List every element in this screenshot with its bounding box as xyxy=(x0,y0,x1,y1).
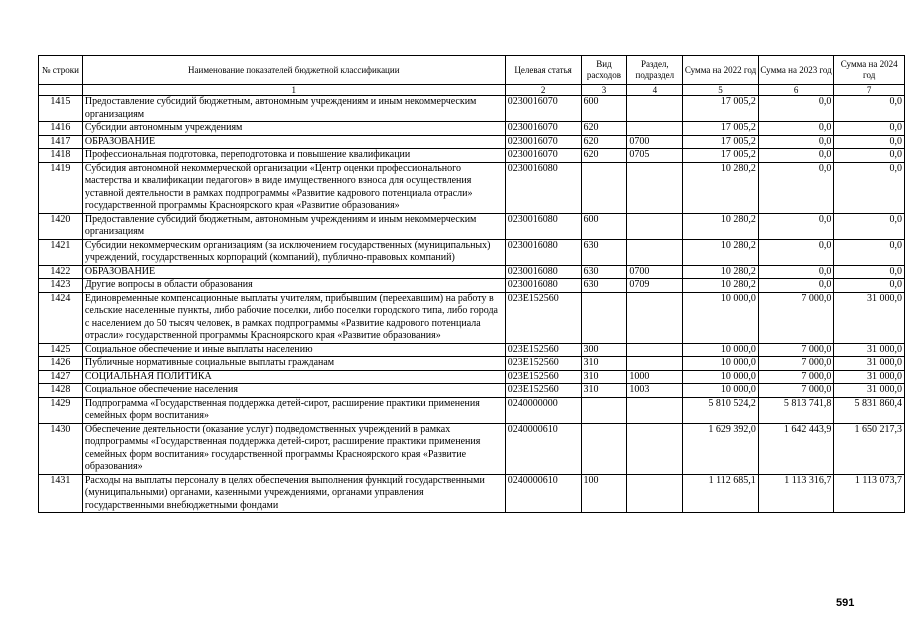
cell-sum-2024: 31 000,0 xyxy=(834,292,905,343)
cell-sum-2024: 0,0 xyxy=(834,265,905,279)
cell-kind: 100 xyxy=(581,474,627,513)
cell-name: Единовременные компенсационные выплаты учителям, прибывшим (переехавшим) на работу в сельские населенные пункты, либо рабочие поселки, либо поселки городского типа, либо города с населением до 50 тысяч человек, в рамках подпрограммы «Развитие кадрового потенциала отрасли» государственной программы Красноярского края «Развитие образования» xyxy=(82,292,505,343)
cell-target: 0230016070 xyxy=(505,149,581,163)
header-target: Целевая статья xyxy=(505,56,581,85)
header-sum-2024: Сумма на 2024 год xyxy=(834,56,905,85)
cell-name: Субсидии автономным учреждениям xyxy=(82,122,505,136)
table-header-row xyxy=(39,56,905,85)
cell-name: ОБРАЗОВАНИЕ xyxy=(82,265,505,279)
cell-row-number: 1418 xyxy=(39,149,83,163)
cell-section xyxy=(627,162,683,213)
cell-sum-2023: 0,0 xyxy=(758,265,834,279)
cell-sum-2022: 17 005,2 xyxy=(683,135,759,149)
cell-sum-2022: 1 629 392,0 xyxy=(683,423,759,474)
table-row xyxy=(39,370,905,384)
cell-target: 0230016070 xyxy=(505,96,581,122)
cell-name: Публичные нормативные социальные выплаты гражданам xyxy=(82,357,505,371)
cell-row-number: 1417 xyxy=(39,135,83,149)
cell-sum-2023: 0,0 xyxy=(758,239,834,265)
cell-kind: 620 xyxy=(581,122,627,136)
cell-sum-2022: 10 280,2 xyxy=(683,265,759,279)
cell-sum-2022: 5 810 524,2 xyxy=(683,397,759,423)
cell-kind: 310 xyxy=(581,384,627,398)
cell-section xyxy=(627,239,683,265)
cell-row-number: 1425 xyxy=(39,343,83,357)
cell-section xyxy=(627,357,683,371)
cell-section xyxy=(627,96,683,122)
cell-name: Субсидия автономной некоммерческой организации «Центр оценки профессионального мастерства и квалификации педагогов» в виде имущественного взноса для осуществления уставной деятельности в рамках подпрограммы «Развитие кадрового потенциала отрасли» государственной программы Красноярского края «Развитие образования» xyxy=(82,162,505,213)
cell-sum-2023: 7 000,0 xyxy=(758,370,834,384)
cell-kind xyxy=(581,423,627,474)
column-number xyxy=(39,85,83,96)
cell-name: Профессиональная подготовка, переподготовка и повышение квалификации xyxy=(82,149,505,163)
cell-section: 0700 xyxy=(627,265,683,279)
cell-name: ОБРАЗОВАНИЕ xyxy=(82,135,505,149)
table-row xyxy=(39,279,905,293)
cell-kind: 600 xyxy=(581,213,627,239)
column-number: 2 xyxy=(505,85,581,96)
cell-name: Предоставление субсидий бюджетным, автономным учреждениям и иным некоммерческим организациям xyxy=(82,96,505,122)
cell-section xyxy=(627,474,683,513)
cell-section: 0709 xyxy=(627,279,683,293)
cell-target: 0230016080 xyxy=(505,162,581,213)
cell-row-number: 1426 xyxy=(39,357,83,371)
cell-target: 0240000610 xyxy=(505,423,581,474)
cell-sum-2023: 0,0 xyxy=(758,135,834,149)
cell-sum-2024: 0,0 xyxy=(834,239,905,265)
cell-row-number: 1428 xyxy=(39,384,83,398)
cell-section: 1003 xyxy=(627,384,683,398)
cell-kind: 630 xyxy=(581,265,627,279)
cell-sum-2024: 1 650 217,3 xyxy=(834,423,905,474)
cell-sum-2023: 0,0 xyxy=(758,279,834,293)
cell-section xyxy=(627,213,683,239)
table-row xyxy=(39,96,905,122)
cell-row-number: 1422 xyxy=(39,265,83,279)
cell-row-number: 1421 xyxy=(39,239,83,265)
header-section: Раздел, подраздел xyxy=(627,56,683,85)
cell-row-number: 1416 xyxy=(39,122,83,136)
cell-sum-2022: 10 000,0 xyxy=(683,370,759,384)
cell-row-number: 1415 xyxy=(39,96,83,122)
cell-name: Другие вопросы в области образования xyxy=(82,279,505,293)
cell-sum-2023: 5 813 741,8 xyxy=(758,397,834,423)
cell-sum-2022: 10 000,0 xyxy=(683,343,759,357)
cell-name: Социальное обеспечение и иные выплаты населению xyxy=(82,343,505,357)
column-numbers-row xyxy=(39,85,905,96)
cell-kind: 300 xyxy=(581,343,627,357)
cell-target: 023E152560 xyxy=(505,357,581,371)
table-body xyxy=(39,96,905,513)
cell-target: 0230016080 xyxy=(505,239,581,265)
cell-target: 023E152560 xyxy=(505,370,581,384)
cell-sum-2023: 0,0 xyxy=(758,162,834,213)
table-row xyxy=(39,213,905,239)
cell-sum-2023: 0,0 xyxy=(758,122,834,136)
budget-table xyxy=(38,55,905,513)
cell-kind xyxy=(581,397,627,423)
cell-name: СОЦИАЛЬНАЯ ПОЛИТИКА xyxy=(82,370,505,384)
cell-sum-2023: 7 000,0 xyxy=(758,343,834,357)
column-number: 3 xyxy=(581,85,627,96)
cell-sum-2024: 31 000,0 xyxy=(834,343,905,357)
column-number: 5 xyxy=(683,85,759,96)
cell-sum-2024: 1 113 073,7 xyxy=(834,474,905,513)
cell-row-number: 1423 xyxy=(39,279,83,293)
cell-sum-2023: 7 000,0 xyxy=(758,384,834,398)
cell-sum-2022: 10 000,0 xyxy=(683,292,759,343)
cell-kind: 630 xyxy=(581,239,627,265)
cell-sum-2024: 0,0 xyxy=(834,122,905,136)
cell-name: Расходы на выплаты персоналу в целях обеспечения выполнения функций государственными (муниципальными) органами, казенными учреждениями, органами управления государственными внебюджетными фондами xyxy=(82,474,505,513)
column-number: 4 xyxy=(627,85,683,96)
table-row xyxy=(39,239,905,265)
table-row xyxy=(39,423,905,474)
cell-sum-2022: 10 280,2 xyxy=(683,213,759,239)
cell-target: 0230016070 xyxy=(505,122,581,136)
cell-kind xyxy=(581,162,627,213)
cell-sum-2024: 31 000,0 xyxy=(834,357,905,371)
cell-row-number: 1424 xyxy=(39,292,83,343)
cell-sum-2024: 31 000,0 xyxy=(834,384,905,398)
cell-sum-2024: 0,0 xyxy=(834,162,905,213)
cell-kind: 620 xyxy=(581,149,627,163)
table-row xyxy=(39,162,905,213)
cell-sum-2024: 0,0 xyxy=(834,279,905,293)
cell-sum-2023: 7 000,0 xyxy=(758,357,834,371)
table-row xyxy=(39,397,905,423)
cell-target: 023E152560 xyxy=(505,292,581,343)
cell-target: 0240000610 xyxy=(505,474,581,513)
cell-name: Подпрограмма «Государственная поддержка детей-сирот, расширение практики применения семейных форм воспитания» xyxy=(82,397,505,423)
cell-section: 1000 xyxy=(627,370,683,384)
table-row xyxy=(39,474,905,513)
cell-kind: 310 xyxy=(581,370,627,384)
cell-target: 0230016070 xyxy=(505,135,581,149)
cell-sum-2024: 31 000,0 xyxy=(834,370,905,384)
cell-section: 0705 xyxy=(627,149,683,163)
cell-sum-2022: 10 280,2 xyxy=(683,279,759,293)
cell-section: 0700 xyxy=(627,135,683,149)
cell-sum-2024: 0,0 xyxy=(834,135,905,149)
cell-target: 0230016080 xyxy=(505,213,581,239)
cell-kind: 600 xyxy=(581,96,627,122)
cell-sum-2023: 1 642 443,9 xyxy=(758,423,834,474)
cell-section xyxy=(627,122,683,136)
column-number: 6 xyxy=(758,85,834,96)
header-name: Наименование показателей бюджетной классификации xyxy=(82,56,505,85)
cell-target: 023E152560 xyxy=(505,343,581,357)
cell-kind: 310 xyxy=(581,357,627,371)
cell-sum-2022: 17 005,2 xyxy=(683,96,759,122)
cell-target: 0230016080 xyxy=(505,279,581,293)
table-row xyxy=(39,292,905,343)
cell-sum-2022: 17 005,2 xyxy=(683,122,759,136)
cell-sum-2023: 0,0 xyxy=(758,213,834,239)
table-row xyxy=(39,122,905,136)
cell-row-number: 1419 xyxy=(39,162,83,213)
cell-section xyxy=(627,423,683,474)
cell-name: Обеспечение деятельности (оказание услуг) подведомственных учреждений в рамках подпрограммы «Государственная поддержка детей-сирот, расширение практики применения семейных форм воспитания» государственной программы Красноярского края «Развитие образования» xyxy=(82,423,505,474)
cell-sum-2023: 0,0 xyxy=(758,96,834,122)
header-row-number: № строки xyxy=(39,56,83,85)
column-number: 7 xyxy=(834,85,905,96)
cell-sum-2024: 0,0 xyxy=(834,96,905,122)
header-sum-2022: Сумма на 2022 год xyxy=(683,56,759,85)
cell-name: Социальное обеспечение населения xyxy=(82,384,505,398)
cell-sum-2022: 10 000,0 xyxy=(683,357,759,371)
cell-row-number: 1427 xyxy=(39,370,83,384)
cell-target: 0240000000 xyxy=(505,397,581,423)
cell-sum-2022: 10 000,0 xyxy=(683,384,759,398)
cell-kind: 620 xyxy=(581,135,627,149)
cell-row-number: 1429 xyxy=(39,397,83,423)
table-row xyxy=(39,135,905,149)
cell-sum-2023: 7 000,0 xyxy=(758,292,834,343)
cell-sum-2024: 5 831 860,4 xyxy=(834,397,905,423)
table-row xyxy=(39,265,905,279)
page-number: 591 xyxy=(836,597,855,609)
cell-sum-2022: 10 280,2 xyxy=(683,239,759,265)
cell-section xyxy=(627,292,683,343)
cell-section xyxy=(627,397,683,423)
cell-sum-2023: 1 113 316,7 xyxy=(758,474,834,513)
cell-section xyxy=(627,343,683,357)
cell-sum-2024: 0,0 xyxy=(834,213,905,239)
cell-target: 0230016080 xyxy=(505,265,581,279)
cell-sum-2023: 0,0 xyxy=(758,149,834,163)
cell-sum-2022: 10 280,2 xyxy=(683,162,759,213)
cell-sum-2022: 1 112 685,1 xyxy=(683,474,759,513)
cell-target: 023E152560 xyxy=(505,384,581,398)
cell-row-number: 1420 xyxy=(39,213,83,239)
cell-row-number: 1430 xyxy=(39,423,83,474)
header-kind: Вид расходов xyxy=(581,56,627,85)
cell-sum-2022: 17 005,2 xyxy=(683,149,759,163)
table-row xyxy=(39,343,905,357)
table-row xyxy=(39,149,905,163)
cell-name: Субсидии некоммерческим организациям (за исключением государственных (муниципальных) учреждений, государственных корпораций (компаний), публично-правовых компаний) xyxy=(82,239,505,265)
cell-name: Предоставление субсидий бюджетным, автономным учреждениям и иным некоммерческим организациям xyxy=(82,213,505,239)
column-number: 1 xyxy=(82,85,505,96)
cell-row-number: 1431 xyxy=(39,474,83,513)
table-row xyxy=(39,384,905,398)
table-row xyxy=(39,357,905,371)
header-sum-2023: Сумма на 2023 год xyxy=(758,56,834,85)
cell-sum-2024: 0,0 xyxy=(834,149,905,163)
cell-kind xyxy=(581,292,627,343)
cell-kind: 630 xyxy=(581,279,627,293)
